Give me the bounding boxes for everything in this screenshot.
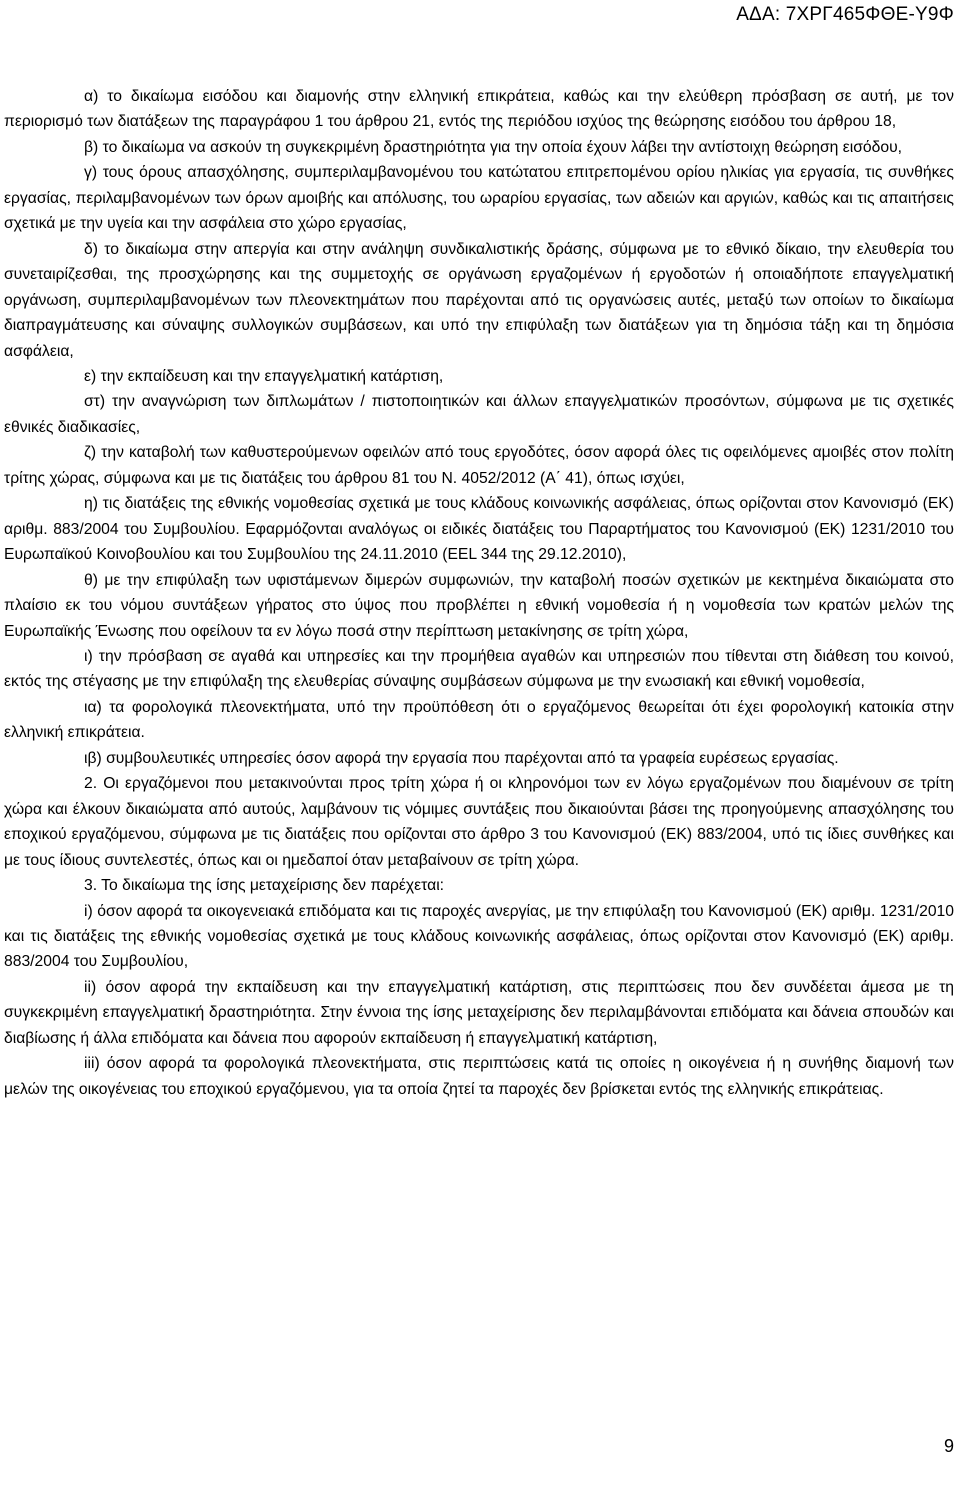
paragraph-epsilon: ε) την εκπαίδευση και την επαγγελματική κατάρτιση, — [84, 367, 444, 385]
paragraph-item-ii: ii) όσον αφορά την εκπαίδευση και την επαγγελματική κατάρτιση, στις περιπτώσεις που δεν συνδέεται άμεσα με τη συγκεκριμένη επαγγελματική δραστηριότητα. Στην έννοια της ίσης μεταχείρισης δεν περιλαμβάνονται επιδόματα και δάνεια σπουδών και διαβίωσης ή άλλα επιδόματα και δάνεια που αφορούν εκπαίδευση ή επαγγελματική κατάρτιση, — [4, 978, 954, 1047]
page-number: 9 — [943, 1436, 954, 1456]
paragraph-ia: ια) τα φορολογικά πλεονεκτήματα, υπό την προϋπόθεση ότι ο εργαζόμενος θεωρείται ότι έχει φορολογική κατοικία στην ελληνική επικράτεια. — [4, 698, 954, 742]
paragraph-eta: η) τις διατάξεις της εθνικής νομοθεσίας σχετικά με τους κλάδους κοινωνικής ασφάλειας, όπως ορίζονται στον Κανονισμό (ΕΚ) αριθμ. 883/2004 του Συμβουλίου. Εφαρμόζονται αναλόγως οι ειδικές διατάξεις του Παραρτήματος του Κανονισμού (ΕΚ) 1231/2010 του Ευρωπαϊκού Κοινοβουλίου και του Συμβουλίου της 24.11.2010 (ΕΕL 344 της 29.12.2010), — [4, 495, 954, 564]
paragraph-section-2: 2. Οι εργαζόμενοι που μετακινούνται προς τρίτη χώρα ή οι κληρονόμοι των εν λόγω εργαζομένων που διαμένουν σε τρίτη χώρα και έλκουν δικαιώματα από αυτούς, λαμβάνουν τις νόμιμες συντάξεις που δικαιούνται βάσει της προηγούμενης απασχόλησης του εποχικού εργαζόμενου, σύμφωνα με τις διατάξεις που ορίζονται στο άρθρο 3 του Κανονισμού (ΕΚ) 883/2004, υπό τις ίδιες συνθήκες και με τους ίδιους συντελεστές, όπως και οι ημεδαποί όταν μεταβαίνουν σε τρίτη χώρα. — [4, 775, 954, 869]
document-body — [4, 84, 954, 1102]
paragraph-theta: θ) με την επιφύλαξη των υφιστάμενων διμερών συμφωνιών, την καταβολή ποσών σχετικών με κεκτημένα δικαιώματα στο πλαίσιο εκ του νόμου συντάξεων γήρατος στο ύψος που προβλέπει η εθνική νομοθεσία ή η νομοθεσία των κρατών μελών της Ευρωπαϊκής Ένωσης που οφείλουν τα εν λόγω ποσά στην περίπτωση μετακίνησης σε τρίτη χώρα, — [4, 571, 954, 640]
paragraph-item-i: i) όσον αφορά τα οικογενειακά επιδόματα και τις παροχές ανεργίας, με την επιφύλαξη του Κανονισμού (ΕΚ) αριθμ. 1231/2010 και τις διατάξεις της εθνικής νομοθεσίας σχετικά με τους κλάδους κοινωνικής ασφάλειας, όπως ορίζονται στον Κανονισμό (ΕΚ) αριθμ. 883/2004 του Συμβουλίου, — [4, 902, 954, 971]
paragraph-alpha: α) το δικαίωμα εισόδου και διαμονής στην ελληνική επικράτεια, καθώς και την ελεύθερη πρόσβαση σε αυτή, με τον περιορισμό των διατάξεων της παραγράφου 1 του άρθρου 21, εντός της περιόδου ισχύος της θεώρησης εισόδου του άρθρου 18, — [4, 88, 954, 131]
ada-document-code: ΑΔΑ: 7ΧΡΓ465ΦΘΕ-Υ9Φ — [736, 4, 954, 25]
paragraph-delta: δ) το δικαίωμα στην απεργία και στην ανάληψη συνδικαλιστικής δράσης, σύμφωνα με το εθνικό δίκαιο, την ελευθερία του συνεταιρίζεσθαι, της προσχώρησης και της συμμετοχής σε οργάνωση εργαζομένων ή εργοδοτών ή οποιαδήποτε επαγγελματική οργάνωση, συμπεριλαμβανομένων των πλεονεκτημάτων που παρέχονται από τις οργανώσεις αυτές, μεταξύ των οποίων το δικαίωμα διαπραγμάτευσης και σύναψης συλλογικών συμβάσεων, και υπό την επιφύλαξη των διατάξεων για τη δημόσια τάξη και τη δημόσια ασφάλεια, — [4, 240, 954, 360]
paragraph-ib: ιβ) συμβουλευτικές υπηρεσίες όσον αφορά την εργασία που παρέχονται από τα γραφεία ευρέσεως εργασίας. — [84, 749, 839, 767]
paragraph-zeta: ζ) την καταβολή των καθυστερούμενων οφειλών από τους εργοδότες, όσον αφορά όλες τις οφειλόμενες αμοιβές στον πολίτη τρίτης χώρας, σύμφωνα και με τις διατάξεις του άρθρου 81 του Ν. 4052/2012 (Α΄ 41), όπως ισχύει, — [4, 444, 954, 487]
paragraph-st: στ) την αναγνώριση των διπλωμάτων / πιστοποιητικών και άλλων επαγγελματικών προσόντων, σύμφωνα με τις σχετικές εθνικές διαδικασίες, — [4, 393, 954, 436]
paragraph-item-iii: iii) όσον αφορά τα φορολογικά πλεονεκτήματα, στις περιπτώσεις κατά τις οποίες η οικογένεια ή η συνήθης διαμονή των μελών της οικογένειας του εποχικού εργαζόμενου, για τα οποία ζητεί τα παροχές δεν βρίσκεται εντός της ελληνικής επικράτειας. — [4, 1055, 954, 1098]
paragraph-section-3: 3. Το δικαίωμα της ίσης μεταχείρισης δεν παρέχεται: — [84, 877, 445, 895]
paragraph-iota: ι) την πρόσβαση σε αγαθά και υπηρεσίες και την προμήθεια αγαθών και υπηρεσιών που τίθενται στη διάθεση του κοινού, εκτός της στέγασης με την επιφύλαξη της ελευθερίας σύναψης συμβάσεων σύμφωνα με την ενωσιακή και εθνική νομοθεσία, — [4, 647, 954, 691]
paragraph-gamma: γ) τους όρους απασχόλησης, συμπεριλαμβανομένου του κατώτατου επιτρεπομένου ορίου ηλικίας για εργασία, τις συνθήκες εργασίας, περιλαμβανομένων των όρων αμοιβής και απόλυσης, του ωραρίου εργασίας, των αδειών και αργιών, καθώς και τις απαιτήσεις σχετικά με την υγεία και την ασφάλεια στο χώρο εργασίας, — [4, 164, 954, 233]
paragraph-beta: β) το δικαίωμα να ασκούν τη συγκεκριμένη δραστηριότητα για την οποία έχουν λάβει την αντίστοιχη θεώρηση εισόδου, — [84, 138, 903, 156]
